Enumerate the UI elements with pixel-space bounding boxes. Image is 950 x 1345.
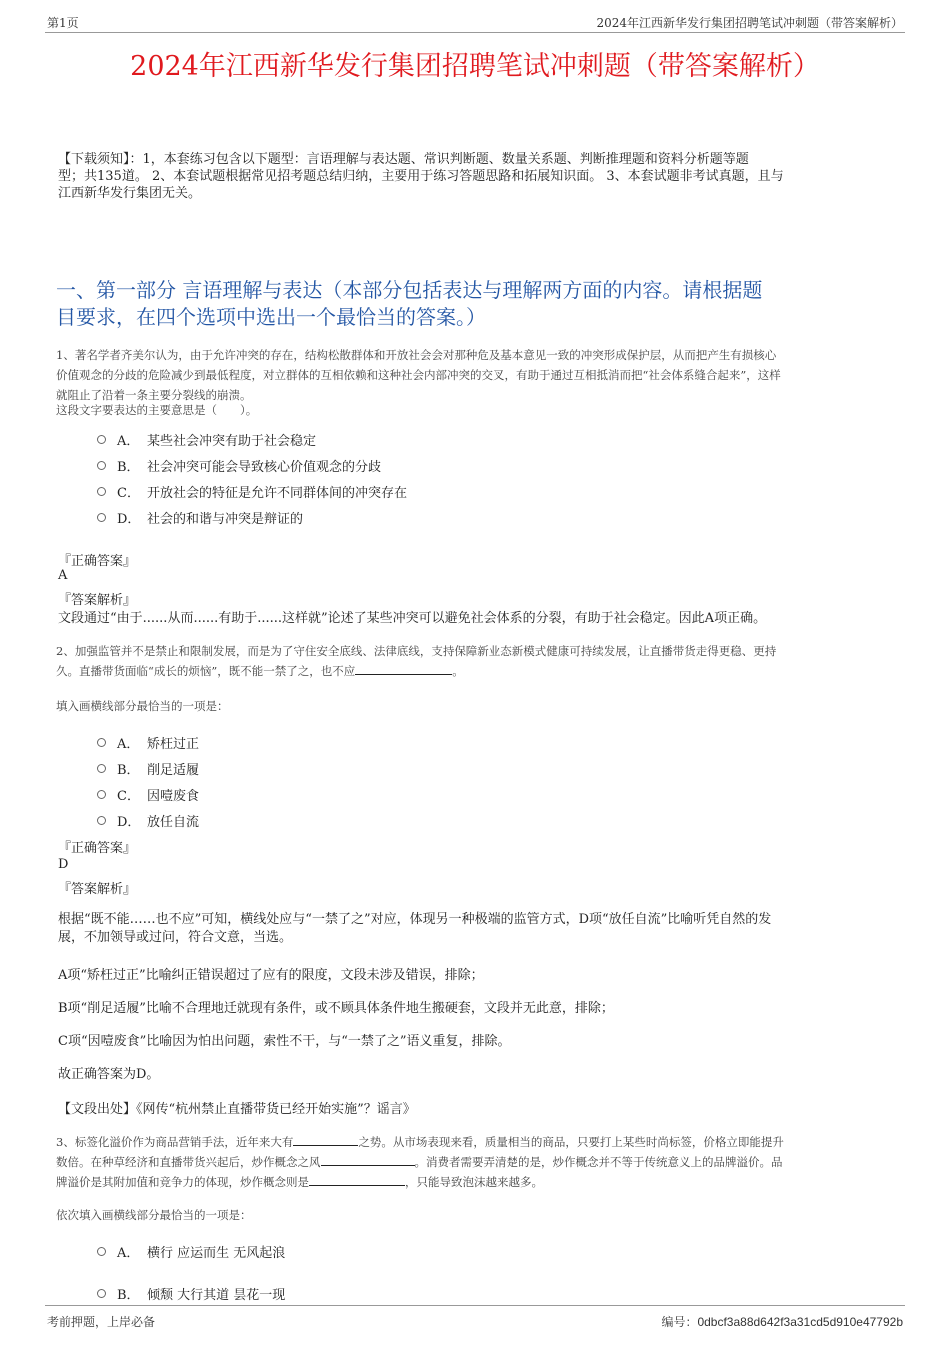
radio-icon[interactable] xyxy=(97,513,106,522)
question-line: 久。直播带货面临“成长的烦恼”，既不能一禁了之，也不应 。 xyxy=(56,664,464,678)
notice-line: 【下载须知】：1，本套练习包含以下题型：言语理解与表达题、常识判断题、数量关系题、判断推理题和资料分析题等题 xyxy=(58,152,749,167)
header-divider xyxy=(45,32,905,33)
q1-answer: A xyxy=(58,568,68,583)
question-line: 就阻止了沿着一条主要分裂线的崩溃。 xyxy=(56,388,252,402)
question-line: 3、标签化溢价作为商品营销手法，近年来大有 之势。从市场表现来看，质量相当的商品，只要打上某些时尚标签，价格立即能提升 xyxy=(56,1135,784,1149)
q3-option-b[interactable]: B． 倾颓 大行其道 昙花一现 xyxy=(97,1284,285,1303)
q2-option-a[interactable]: A． 矫枉过正 xyxy=(97,733,199,752)
question-1-stem xyxy=(56,345,916,420)
q1-option-c[interactable]: C． 开放社会的特征是允许不同群体间的冲突存在 xyxy=(97,482,407,501)
header-doc-title: 2024年江西新华发行集团招聘笔试冲刺题（带答案解析） xyxy=(596,16,903,30)
section-heading xyxy=(56,277,906,331)
radio-icon[interactable] xyxy=(97,1289,106,1298)
question-line: 数倍。在种草经济和直播带货兴起后，炒作概念之风 。消费者需要弄清楚的是，炒作概念并不等于传统意义上的品牌溢价。品 xyxy=(56,1155,783,1169)
question-2-stem xyxy=(56,641,916,681)
radio-icon[interactable] xyxy=(97,738,106,747)
q3-prompt: 依次填入画横线部分最恰当的一项是： xyxy=(56,1208,252,1222)
download-notice xyxy=(58,151,898,202)
q2-analysis-para-5: 故正确答案为D。 xyxy=(58,1067,160,1082)
footer-code: 编号：0dbcf3a88d642f3a31cd5d910e47792b xyxy=(661,1315,903,1329)
page-number: 第1页 xyxy=(47,16,79,30)
footer-slogan: 考前押题，上岸必备 xyxy=(47,1315,156,1329)
q2-prompt: 填入画横线部分最恰当的一项是： xyxy=(56,699,229,713)
q1-option-a[interactable]: A． 某些社会冲突有助于社会稳定 xyxy=(97,430,316,449)
q2-analysis-label: 『答案解析』 xyxy=(58,882,137,897)
q2-answer: D xyxy=(58,857,69,872)
radio-icon[interactable] xyxy=(97,816,106,825)
answer-blank xyxy=(293,1133,358,1146)
question-3-stem xyxy=(56,1132,916,1192)
radio-icon[interactable] xyxy=(97,790,106,799)
q1-option-b[interactable]: B． 社会冲突可能会导致核心价值观念的分歧 xyxy=(97,456,381,475)
q2-analysis-para-4: C项“因噎废食”比喻因为怕出问题，索性不干，与“一禁了之”语义重复，排除。 xyxy=(58,1034,511,1049)
question-line: 2、加强监管并不是禁止和限制发展，而是为了守住安全底线、法律底线，支持保障新业态新模式健康可持续发展，让直播带货走得更稳、更持 xyxy=(56,644,777,658)
q2-option-d[interactable]: D． 放任自流 xyxy=(97,811,199,830)
section-heading-line: 目要求，在四个选项中选出一个最恰当的答案。） xyxy=(56,305,486,329)
q2-source: 【文段出处】《网传“杭州禁止直播带货已经开始实施”？谣言》 xyxy=(58,1102,416,1117)
q2-analysis-para-1: 根据“既不能……也不应”可知，横线处应与“一禁了之”对应，体现另一种极端的监管方式，D项“放任自流”比喻听凭自然的发 展，不加领导或过问，符合文意，当选。 xyxy=(58,912,772,945)
q2-option-b[interactable]: B． 削足适履 xyxy=(97,759,199,778)
q1-analysis-label: 『答案解析』 xyxy=(58,593,137,608)
radio-icon[interactable] xyxy=(97,461,106,470)
q1-analysis: 文段通过“由于......从而......有助于......这样就”论述了某些冲突可以避免社会体系的分裂，有助于社会稳定。因此A项正确。 xyxy=(58,611,767,626)
footer-divider xyxy=(45,1305,905,1306)
q3-option-a[interactable]: A． 横行 应运而生 无风起浪 xyxy=(97,1242,285,1261)
radio-icon[interactable] xyxy=(97,435,106,444)
question-line: 这段文字要表达的主要意思是（ ）。 xyxy=(56,403,258,417)
q2-analysis-para-3: B项“削足适履”比喻不合理地迁就现有条件，或不顾具体条件地生搬硬套，文段并无此意，排除； xyxy=(58,1001,614,1016)
q1-answer-label: 『正确答案』 xyxy=(58,554,137,569)
answer-blank xyxy=(309,1173,405,1186)
radio-icon[interactable] xyxy=(97,1247,106,1256)
q2-analysis-para-2: A项“矫枉过正”比喻纠正错误超过了应有的限度，文段未涉及错误，排除； xyxy=(58,968,484,983)
q1-option-d[interactable]: D． 社会的和谐与冲突是辩证的 xyxy=(97,508,303,527)
answer-blank xyxy=(355,662,452,675)
page-title: 2024年江西新华发行集团招聘笔试冲刺题（带答案解析） xyxy=(130,51,820,82)
question-line: 牌溢价是其附加值和竞争力的体现，炒作概念则是 ，只能导致泡沫越来越多。 xyxy=(56,1175,543,1189)
question-line: 价值观念的分歧的危险减少到最低程度，对立群体的互相依赖和这种社会内部冲突的交叉，有助于通过互相抵消而把“社会体系缝合起来”，这样 xyxy=(56,368,781,382)
question-line: 1、著名学者齐美尔认为，由于允许冲突的存在，结构松散群体和开放社会会对那种危及基本意见一致的冲突形成保护层，从而把产生有损核心 xyxy=(56,348,777,362)
radio-icon[interactable] xyxy=(97,764,106,773)
notice-line: 江西新华发行集团无关。 xyxy=(58,186,202,201)
section-heading-line: 一、第一部分 言语理解与表达（本部分包括表达与理解两方面的内容。请根据题 xyxy=(56,278,763,302)
answer-blank xyxy=(321,1153,415,1166)
notice-line: 型；共135道。 2、本套试题根据常见招考题总结归纳，主要用于练习答题思路和拓展知识面。 3、本套试题非考试真题，且与 xyxy=(58,169,784,184)
q2-answer-label: 『正确答案』 xyxy=(58,841,137,856)
radio-icon[interactable] xyxy=(97,487,106,496)
q2-option-c[interactable]: C． 因噎废食 xyxy=(97,785,199,804)
